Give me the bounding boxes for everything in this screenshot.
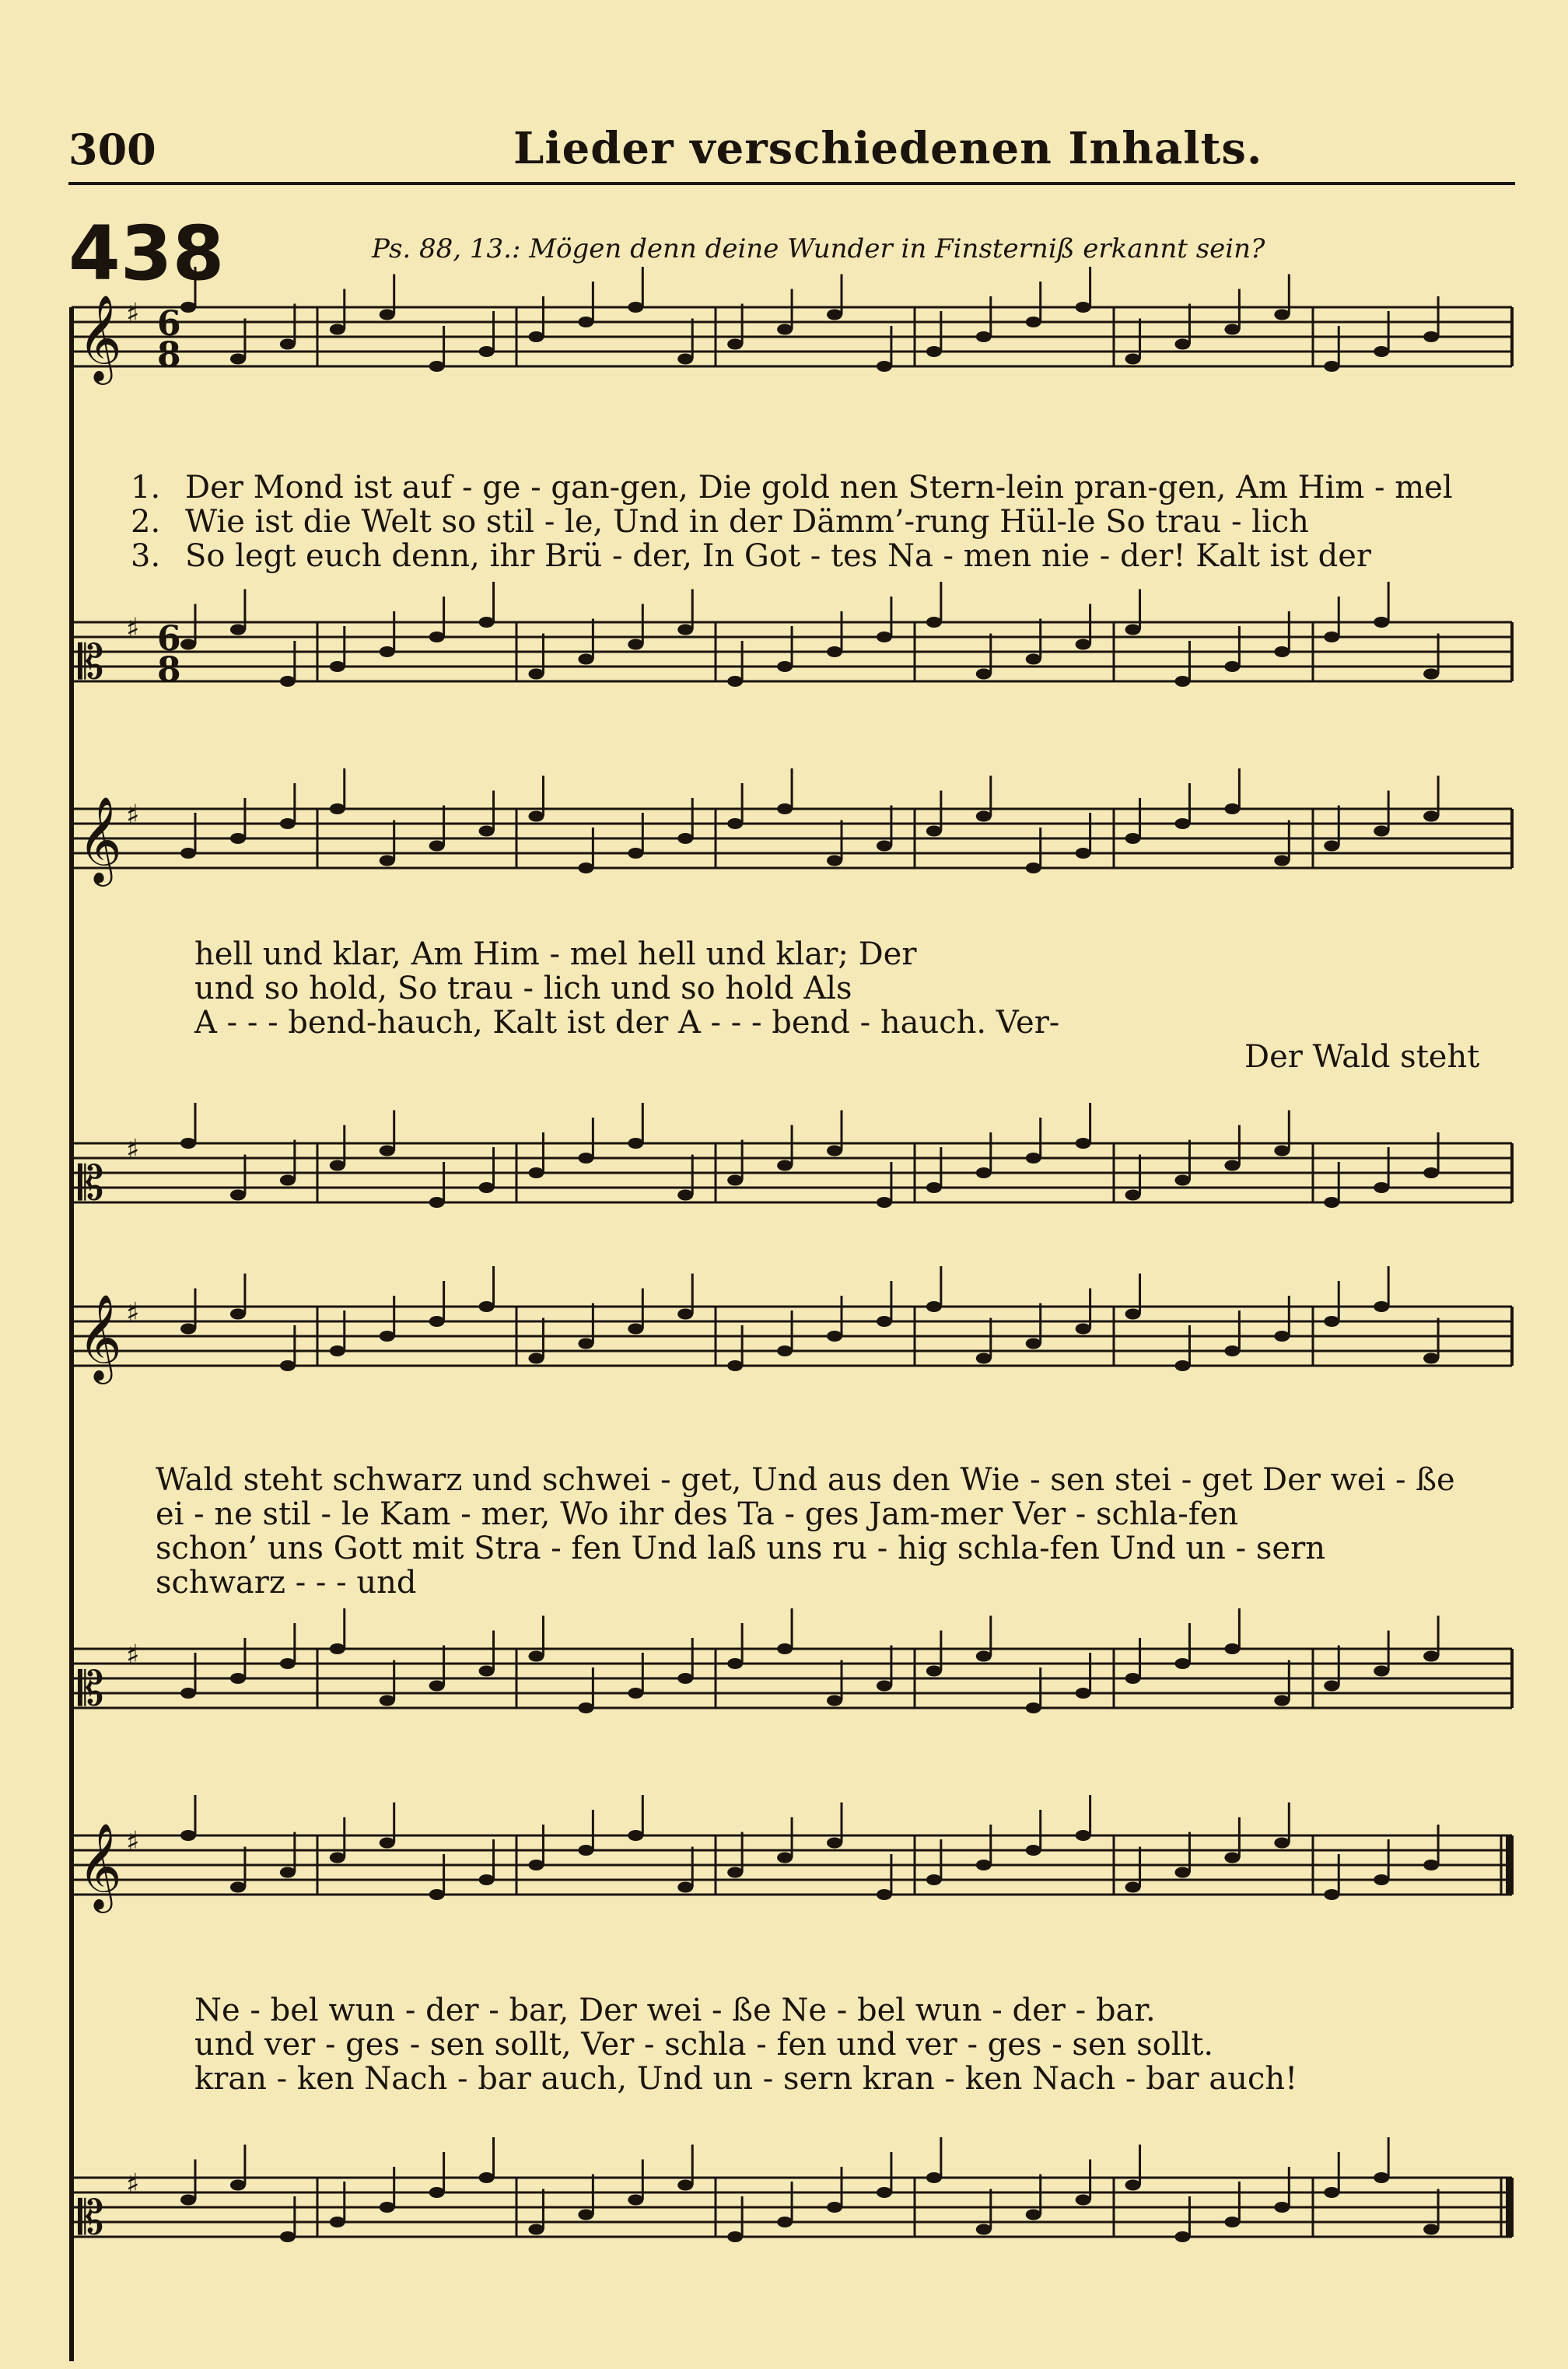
note-head (528, 2224, 544, 2235)
note-head (1324, 361, 1339, 372)
verse-line: schwarz - - - und (156, 1565, 417, 1601)
note-head (230, 2180, 246, 2191)
note-head (628, 1324, 643, 1335)
key-signature-sharp: ♯ (126, 298, 140, 330)
note-head (230, 1882, 246, 1893)
note-head (380, 1331, 395, 1342)
note-head (1224, 1160, 1240, 1171)
note-head (528, 1353, 544, 1364)
note-head (479, 1666, 495, 1677)
note-head (230, 625, 246, 635)
note-head (1076, 1688, 1091, 1699)
verse-line: ei - ne stil - le Kam - mer, Wo ihr des Ta - ges Jam-mer Ver - schla-fen (156, 1496, 1239, 1532)
key-signature-sharp: ♯ (126, 1134, 140, 1166)
note-head (578, 1702, 593, 1713)
note-head (1374, 1666, 1389, 1677)
verse-line: und so hold, So trau - lich und so hold Als (194, 971, 852, 1006)
hymn-number: 438 (68, 210, 225, 297)
note-head (777, 661, 793, 672)
note-head (827, 1695, 842, 1706)
note-head (877, 2187, 892, 2198)
note-head (628, 848, 643, 859)
note-head (180, 1830, 196, 1841)
c-clef: 𝄡 (78, 1157, 104, 1211)
note-head (380, 1695, 395, 1706)
note-head (330, 324, 345, 335)
note-head (727, 2231, 743, 2242)
c-clef: 𝄡 (78, 635, 104, 690)
note-head (777, 2217, 793, 2227)
verse-line: Wald steht schwarz und schwei - get, Und aus den Wie - sen stei - get Der wei - ße (156, 1462, 1455, 1498)
note-head (280, 1175, 296, 1186)
note-head (827, 310, 842, 320)
note-head (628, 1138, 643, 1149)
note-head (777, 1853, 793, 1863)
time-signature-top: 6 (157, 304, 181, 344)
note-head (429, 1197, 445, 1208)
note-head (1076, 1324, 1091, 1335)
note-head (677, 1309, 693, 1320)
note-head (1274, 646, 1290, 657)
note-head (1125, 2180, 1141, 2191)
note-head (1026, 1702, 1041, 1713)
verse-line: und ver - ges - sen sollt, Ver - schla - fen und ver - ges - sen sollt. (194, 2027, 1214, 2063)
note-head (628, 302, 643, 313)
note-head (1224, 661, 1240, 672)
note-head (280, 676, 296, 687)
note-head (578, 863, 593, 873)
note-head (1423, 1353, 1439, 1364)
key-signature-sharp: ♯ (126, 1639, 140, 1671)
note-head (1374, 346, 1389, 357)
note-head (1174, 1658, 1190, 1669)
note-head (877, 1889, 892, 1900)
c-clef: 𝄡 (78, 1662, 104, 1716)
note-head (677, 833, 693, 844)
note-head (1423, 2224, 1439, 2235)
note-head (1125, 1882, 1141, 1893)
note-head (1026, 1845, 1041, 1856)
note-head (429, 1681, 445, 1692)
verse-line: Der Wald steht (1244, 1039, 1480, 1075)
note-head (628, 2195, 643, 2206)
note-head (380, 310, 395, 320)
note-head (230, 1309, 246, 1320)
note-head (1423, 669, 1439, 680)
note-head (926, 1301, 942, 1312)
note-head (1324, 2187, 1339, 2198)
note-head (429, 361, 445, 372)
note-head (1026, 1153, 1041, 1164)
note-head (677, 1673, 693, 1684)
note-head (528, 331, 544, 342)
clefs (78, 294, 181, 2245)
note-head (1076, 2195, 1091, 2206)
note-head (479, 1182, 495, 1193)
note-head (1224, 2217, 1240, 2227)
note-head (1274, 1695, 1290, 1706)
note-head (578, 1845, 593, 1856)
note-head (429, 841, 445, 852)
note-head (1324, 1197, 1339, 1208)
note-head (1374, 617, 1389, 628)
note-head (1026, 863, 1041, 873)
time-signature-top: 6 (157, 619, 181, 659)
note-head (827, 1331, 842, 1342)
note-head (976, 1167, 992, 1178)
verse-line: kran - ken Nach - bar auch, Und un - sern kran - ken Nach - bar auch! (194, 2061, 1298, 2097)
note-head (429, 632, 445, 642)
note-head (628, 1830, 643, 1841)
note-head (479, 617, 495, 628)
note-head (528, 1860, 544, 1870)
note-head (926, 826, 942, 837)
note-head (976, 1860, 992, 1870)
note-head (976, 331, 992, 342)
note-head (330, 2217, 345, 2227)
note-head (380, 856, 395, 866)
note-head (877, 841, 892, 852)
note-head (1324, 841, 1339, 852)
note-head (1423, 1651, 1439, 1662)
verse-line (131, 538, 1371, 574)
note-head (827, 1838, 842, 1849)
key-signature-sharp: ♯ (126, 613, 140, 645)
note-head (380, 2202, 395, 2213)
note-head (1076, 1138, 1091, 1149)
note-head (1174, 1360, 1190, 1371)
note-head (677, 354, 693, 365)
note-head (777, 1643, 793, 1654)
time-signature-bottom: 8 (157, 335, 181, 375)
note-head (677, 625, 693, 635)
verse-number: 3. (131, 538, 161, 574)
note-head (877, 1681, 892, 1692)
page-number: 300 (68, 124, 156, 174)
note-head (1224, 324, 1240, 335)
note-head (877, 361, 892, 372)
note-head (230, 1190, 246, 1201)
key-signature-sharp: ♯ (126, 1826, 140, 1858)
note-head (1125, 833, 1141, 844)
note-head (180, 639, 196, 650)
note-head (429, 1316, 445, 1327)
note-head (1125, 1309, 1141, 1320)
note-head (727, 1360, 743, 1371)
note-head (1423, 331, 1439, 342)
note-head (1374, 1182, 1389, 1193)
note-head (1374, 1874, 1389, 1885)
note-head (479, 2172, 495, 2183)
note-head (777, 1345, 793, 1356)
note-head (578, 2210, 593, 2220)
note-head (1224, 1643, 1240, 1654)
note-head (1174, 1867, 1190, 1878)
note-head (1423, 1167, 1439, 1178)
note-head (1274, 2202, 1290, 2213)
note-head (1076, 639, 1091, 650)
note-head (578, 1153, 593, 1164)
key-signature-sharp: ♯ (126, 1297, 140, 1329)
note-head (1374, 2172, 1389, 2183)
verse-line: Ne - bel wun - der - bar, Der wei - ße Ne - bel wun - der - bar. (194, 1993, 1156, 2028)
note-head (976, 811, 992, 822)
note-head (777, 324, 793, 335)
note-head (578, 654, 593, 665)
treble-clef: 𝄞 (78, 1293, 122, 1380)
hymn-motto: Ps. 88, 13.: Mögen denn deine Wunder in Finsterniß erkannt sein? (372, 233, 1265, 264)
note-head (230, 1673, 246, 1684)
note-head (1274, 1331, 1290, 1342)
note-head (180, 2195, 196, 2206)
note-head (429, 1889, 445, 1900)
note-head (1224, 803, 1240, 814)
treble-clef: 𝄞 (78, 1822, 122, 1909)
verse-text: Wie ist die Welt so stil - le, Und in der Dämm’-rung Hül-le So trau - lich (185, 504, 1309, 540)
note-head (1026, 1338, 1041, 1349)
note-head (380, 646, 395, 657)
verse-line: A - - - bend-hauch, Kalt ist der A - - - bend - hauch. Ver- (194, 1005, 1060, 1041)
note-head (528, 669, 544, 680)
note-head (1026, 2210, 1041, 2220)
note-head (827, 2202, 842, 2213)
note-head (1125, 1190, 1141, 1201)
note-head (479, 1874, 495, 1885)
note-head (1274, 1838, 1290, 1849)
note-head (1274, 310, 1290, 320)
note-head (429, 2187, 445, 2198)
note-head (1174, 676, 1190, 687)
note-head (1076, 848, 1091, 859)
verse-text: So legt euch denn, ihr Brü - der, In Got - tes Na - men nie - der! Kalt ist der (185, 538, 1372, 574)
note-head (330, 803, 345, 814)
note-head (1026, 317, 1041, 327)
note-head (180, 1324, 196, 1335)
note-head (628, 1688, 643, 1699)
note-head (1274, 856, 1290, 866)
note-head (926, 346, 942, 357)
note-head (727, 1867, 743, 1878)
note-head (926, 1666, 942, 1677)
running-title: Lieder verschiedenen Inhalts. (513, 123, 1263, 174)
note-head (280, 1360, 296, 1371)
note-head (827, 1146, 842, 1157)
note-head (1374, 826, 1389, 837)
verse-line: hell und klar, Am Him - mel hell und klar; Der (194, 936, 917, 972)
note-head (479, 346, 495, 357)
note-head (1374, 1301, 1389, 1312)
note-head (330, 1643, 345, 1654)
verse-line: schon’ uns Gott mit Stra - fen Und laß uns ru - hig schla-fen Und un - sern (156, 1531, 1325, 1566)
key-signature-sharp: ♯ (126, 800, 140, 831)
note-head (677, 1882, 693, 1893)
note-head (877, 1316, 892, 1327)
note-head (280, 1658, 296, 1669)
note-head (727, 676, 743, 687)
note-head (976, 1651, 992, 1662)
note-head (528, 1167, 544, 1178)
note-head (1174, 2231, 1190, 2242)
note-head (827, 646, 842, 657)
note-head (1174, 1175, 1190, 1186)
verse-text: Der Mond ist auf - ge - gan-gen, Die gold nen Stern-lein pran-gen, Am Him - mel (185, 470, 1453, 506)
note-head (727, 1175, 743, 1186)
note-head (926, 2172, 942, 2183)
note-head (380, 1146, 395, 1157)
note-head (330, 1345, 345, 1356)
note-head (976, 2224, 992, 2235)
note-head (1125, 354, 1141, 365)
note-head (280, 1867, 296, 1878)
note-head (528, 811, 544, 822)
note-head (230, 833, 246, 844)
note-head (1076, 1830, 1091, 1841)
note-head (628, 639, 643, 650)
note-head (827, 856, 842, 866)
note-head (727, 339, 743, 350)
treble-clef: 𝄞 (78, 294, 122, 381)
note-head (479, 826, 495, 837)
note-head (1324, 1316, 1339, 1327)
note-head (230, 354, 246, 365)
note-head (330, 661, 345, 672)
note-head (926, 617, 942, 628)
note-head (777, 1160, 793, 1171)
note-head (280, 339, 296, 350)
note-head (677, 2180, 693, 2191)
note-head (926, 1874, 942, 1885)
note-head (180, 302, 196, 313)
note-head (1076, 302, 1091, 313)
note-head (677, 1190, 693, 1201)
note-head (180, 1688, 196, 1699)
verse-line (131, 504, 1309, 540)
note-head (777, 803, 793, 814)
note-head (976, 1353, 992, 1364)
note-head (180, 1138, 196, 1149)
key-signature-sharp: ♯ (126, 2168, 140, 2200)
note-head (877, 1197, 892, 1208)
note-head (1274, 1146, 1290, 1157)
note-head (1423, 1860, 1439, 1870)
note-head (1125, 625, 1141, 635)
verse-line (131, 470, 1453, 506)
note-head (330, 1853, 345, 1863)
verse-number: 2. (131, 504, 161, 540)
note-head (877, 632, 892, 642)
note-head (1026, 654, 1041, 665)
treble-clef: 𝄞 (78, 796, 122, 883)
note-head (280, 818, 296, 829)
note-head (1125, 1673, 1141, 1684)
note-head (1224, 1345, 1240, 1356)
note-head (578, 1338, 593, 1349)
note-head (479, 1301, 495, 1312)
note-head (528, 1651, 544, 1662)
note-head (180, 848, 196, 859)
note-head (578, 317, 593, 327)
c-clef: 𝄡 (78, 2191, 104, 2245)
note-head (976, 669, 992, 680)
note-head (1423, 811, 1439, 822)
note-head (1174, 339, 1190, 350)
note-head (330, 1160, 345, 1171)
note-head (727, 1658, 743, 1669)
note-head (1324, 632, 1339, 642)
note-head (1324, 1889, 1339, 1900)
note-head (1224, 1853, 1240, 1863)
note-head (727, 818, 743, 829)
note-head (380, 1838, 395, 1849)
time-signature-bottom: 8 (157, 650, 181, 690)
note-head (280, 2231, 296, 2242)
note-head (1174, 818, 1190, 829)
note-head (926, 1182, 942, 1193)
note-head (1324, 1681, 1339, 1692)
verse-number: 1. (131, 470, 161, 506)
